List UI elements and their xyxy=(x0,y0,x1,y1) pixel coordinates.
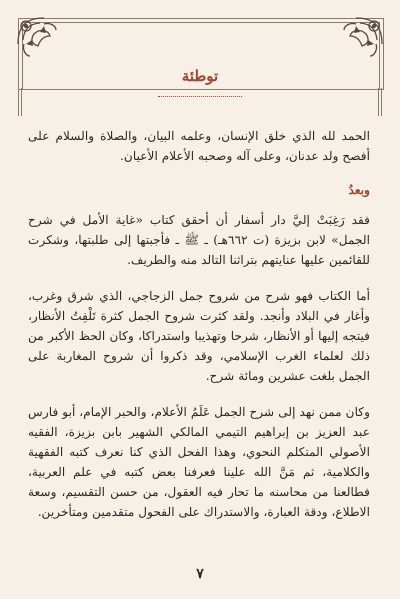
page-number: ٧ xyxy=(196,566,204,582)
frame-line xyxy=(378,88,379,116)
corner-ornament-icon xyxy=(14,14,72,72)
page-title: توطئة xyxy=(181,67,219,85)
title-underline xyxy=(158,96,242,98)
frame-line xyxy=(381,88,382,116)
intro-paragraph: الحمد لله الذي خلق الإنسان، وعلمه البيان، والصلاة والسلام على أفصح ولد عدنان، وعلى آله وصحبه الأعلام الأعيان. xyxy=(28,129,370,163)
frame-line xyxy=(21,88,22,116)
paragraph: وكان ممن نهد إلى شرح الجمل عَلَمُ الأعلام، والحبر الإمام، أبو فارس عبد العزيز بن إبراهيم التيمي المالكي الشهير بابن بزيزة، الفقيه الأصولي المتكلم النحوي، وهذا الفحل الذي كنا نعرف كتبه الفقهية والكلامية، ثم مَنَّ الله علينا فعرفنا بعض كتبه في علم العربية، فطالعنا من محاسنه ما تحار فيه العقول، من حسن التقسيم، وسعة الاطلاع، ودقة العبارة، والاستدراك على الفحول متقدمين ومتأخرين. xyxy=(28,405,370,519)
corner-ornament-icon xyxy=(328,14,386,72)
body-text xyxy=(28,126,370,538)
section-marker: وبعدُ xyxy=(348,183,370,197)
paragraph: فقد رَغِبَتْ إليَّ دار أسفار أن أحقق كتاب «غاية الأمل في شرح الجمل» لابن بزيزة (ت ٦٦٢هـ) ـ ﷺ ـ فأجبتها إلى طلبتها، وشكرت للقائمين عليها عنايتهم بتراثنا التالد منه والطريف. xyxy=(28,213,370,267)
frame-line xyxy=(18,88,19,116)
paragraph: أما الكتاب فهو شرح من شروح جمل الزجاجي، الذي شرق وغرب، وأغار في البلاد وأنجد. ولقد كثرت شروح الجمل كثرة تَلْفِتُ الأنظار، فيتجه إليها أو الأنظار، شرحا وتهذيبا واستدراكا، وكان الحظ الأكبر من ذلك لعلماء الغرب الإسلامي، وقد ذكروا أن شروح المغاربة على الجمل بلغت عشرين ومائة شرح. xyxy=(28,289,370,383)
